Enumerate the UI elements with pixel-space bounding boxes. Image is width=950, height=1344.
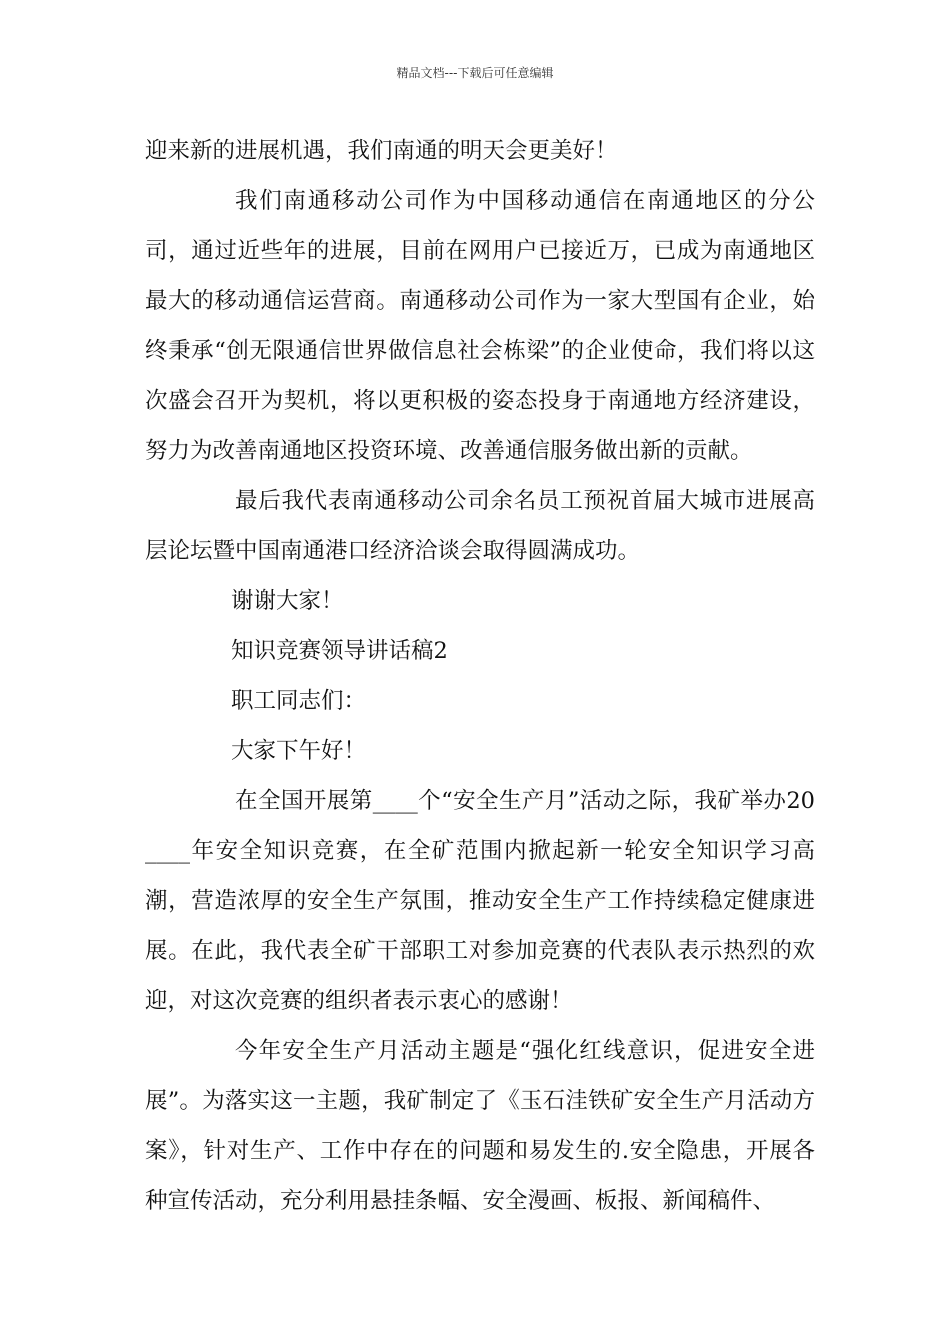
salutation: 职工同志们： bbox=[231, 688, 367, 714]
greeting: 大家下午好！ bbox=[231, 738, 367, 764]
paragraph-closing-wish: 最后我代表南通移动公司余名员工预祝首届大城市进展高层论坛暨中国南通港口经济洽谈会取得圆满成功。 bbox=[145, 488, 815, 564]
section-title: 知识竞赛领导讲话稿2 bbox=[231, 638, 448, 664]
paragraph-competition-intro: 在全国开展第____个“安全生产月”活动之际，我矿举办20____年安全知识竞赛，在全矿范围内掀起新一轮安全知识学习高潮，营造浓厚的安全生产氛围，推动安全生产工作持续稳定健康进展。在此，我代表全矿干部职工对参加竞赛的代表队表示热烈的欢迎，对这次竞赛的组织者表示衷心的感谢！ bbox=[145, 788, 815, 1014]
paragraph-continuation: 迎来新的进展机遇，我们南通的明天会更美好！ bbox=[145, 138, 618, 164]
page-header-note: 精品文档---下载后可任意编辑 bbox=[396, 66, 554, 80]
paragraph-company-intro: 我们南通移动公司作为中国移动通信在南通地区的分公司，通过近些年的进展，目前在网用户已接近万，已成为南通地区最大的移动通信运营商。南通移动公司作为一家大型国有企业，始终秉承“创无限通信世界做信息社会栋梁”的企业使命，我们将以这次盛会召开为契机，将以更积极的姿态投身于南通地方经济建设，努力为改善南通地区投资环境、改善通信服务做出新的贡献。 bbox=[145, 188, 815, 464]
document-body bbox=[145, 126, 815, 1226]
paragraph-safety-theme: 今年安全生产月活动主题是“强化红线意识，促进安全进展”。为落实这一主题，我矿制定了《玉石洼铁矿安全生产月活动方案》，针对生产、工作中存在的问题和易发生的.安全隐患，开展各种宣传活动，充分利用悬挂条幅、安全漫画、板报、新闻稿件、 bbox=[145, 1038, 815, 1214]
paragraph-thanks: 谢谢大家！ bbox=[231, 588, 344, 614]
